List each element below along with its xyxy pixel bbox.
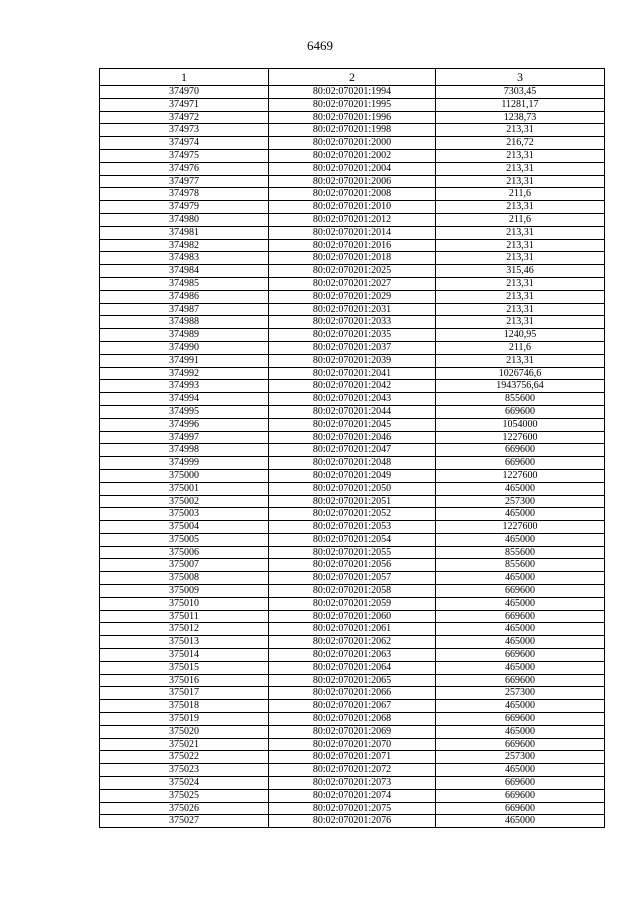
value-cell: 213,31 <box>436 149 605 162</box>
record-number-cell: 374991 <box>100 354 269 367</box>
cadastral-number-cell: 80:02:070201:2010 <box>269 201 436 214</box>
table-row <box>100 495 605 508</box>
value-cell: 669600 <box>436 674 605 687</box>
record-number-cell: 375012 <box>100 623 269 636</box>
cadastral-number-cell: 80:02:070201:2058 <box>269 585 436 598</box>
cadastral-number-cell: 80:02:070201:2065 <box>269 674 436 687</box>
table-row <box>100 700 605 713</box>
value-cell: 465000 <box>436 725 605 738</box>
table-row <box>100 559 605 572</box>
value-cell: 213,31 <box>436 201 605 214</box>
table-row <box>100 213 605 226</box>
column-header-2: 2 <box>269 69 436 86</box>
value-cell: 213,31 <box>436 239 605 252</box>
table-row <box>100 86 605 99</box>
table-row <box>100 290 605 303</box>
table-row <box>100 585 605 598</box>
cadastral-number-cell: 80:02:070201:2076 <box>269 815 436 828</box>
value-cell: 213,31 <box>436 316 605 329</box>
record-number-cell: 375000 <box>100 469 269 482</box>
cadastral-number-cell: 80:02:070201:2042 <box>269 380 436 393</box>
cadastral-number-cell: 80:02:070201:2069 <box>269 725 436 738</box>
record-number-cell: 374986 <box>100 290 269 303</box>
record-number-cell: 374978 <box>100 188 269 201</box>
record-number-cell: 374997 <box>100 431 269 444</box>
cadastral-number-cell: 80:02:070201:2064 <box>269 661 436 674</box>
record-number-cell: 375020 <box>100 725 269 738</box>
value-cell: 1026746,6 <box>436 367 605 380</box>
value-cell: 213,31 <box>436 252 605 265</box>
record-number-cell: 374998 <box>100 444 269 457</box>
cadastral-number-cell: 80:02:070201:2047 <box>269 444 436 457</box>
table-row <box>100 303 605 316</box>
table-row <box>100 623 605 636</box>
cadastral-number-cell: 80:02:070201:2039 <box>269 354 436 367</box>
value-cell: 855600 <box>436 546 605 559</box>
table-row <box>100 572 605 585</box>
cadastral-number-cell: 80:02:070201:2025 <box>269 265 436 278</box>
record-number-cell: 374984 <box>100 265 269 278</box>
table-row <box>100 175 605 188</box>
cadastral-number-cell: 80:02:070201:2056 <box>269 559 436 572</box>
cadastral-number-cell: 80:02:070201:2061 <box>269 623 436 636</box>
value-cell: 465000 <box>436 661 605 674</box>
table-row <box>100 431 605 444</box>
record-number-cell: 375004 <box>100 521 269 534</box>
cadastral-number-cell: 80:02:070201:2060 <box>269 610 436 623</box>
record-number-cell: 375022 <box>100 751 269 764</box>
record-number-cell: 375006 <box>100 546 269 559</box>
cadastral-number-cell: 80:02:070201:2059 <box>269 597 436 610</box>
table-row <box>100 277 605 290</box>
table-row <box>100 469 605 482</box>
value-cell: 213,31 <box>436 354 605 367</box>
cadastral-number-cell: 80:02:070201:2062 <box>269 636 436 649</box>
record-number-cell: 375010 <box>100 597 269 610</box>
record-number-cell: 375013 <box>100 636 269 649</box>
cadastral-number-cell: 80:02:070201:2054 <box>269 533 436 546</box>
cadastral-number-cell: 80:02:070201:2002 <box>269 149 436 162</box>
value-cell: 465000 <box>436 623 605 636</box>
value-cell: 669600 <box>436 713 605 726</box>
cadastral-number-cell: 80:02:070201:2075 <box>269 802 436 815</box>
value-cell: 1240,95 <box>436 329 605 342</box>
cadastral-number-cell: 80:02:070201:2051 <box>269 495 436 508</box>
value-cell: 7303,45 <box>436 86 605 99</box>
record-number-cell: 374989 <box>100 329 269 342</box>
table-row <box>100 111 605 124</box>
cadastral-number-cell: 80:02:070201:2072 <box>269 764 436 777</box>
table-row <box>100 546 605 559</box>
table-row <box>100 201 605 214</box>
value-cell: 1227600 <box>436 521 605 534</box>
value-cell: 213,31 <box>436 162 605 175</box>
cadastral-number-cell: 80:02:070201:2008 <box>269 188 436 201</box>
cadastral-number-cell: 80:02:070201:2027 <box>269 277 436 290</box>
table-row <box>100 98 605 111</box>
value-cell: 855600 <box>436 393 605 406</box>
value-cell: 465000 <box>436 482 605 495</box>
value-cell: 669600 <box>436 649 605 662</box>
value-cell: 669600 <box>436 789 605 802</box>
record-number-cell: 374977 <box>100 175 269 188</box>
table-row <box>100 252 605 265</box>
value-cell: 213,31 <box>436 124 605 137</box>
value-cell: 216,72 <box>436 137 605 150</box>
data-table <box>99 68 605 828</box>
table-row <box>100 649 605 662</box>
table-row <box>100 405 605 418</box>
value-cell: 257300 <box>436 687 605 700</box>
cadastral-number-cell: 80:02:070201:2004 <box>269 162 436 175</box>
table-row <box>100 777 605 790</box>
record-number-cell: 374996 <box>100 418 269 431</box>
cadastral-number-cell: 80:02:070201:2068 <box>269 713 436 726</box>
record-number-cell: 375003 <box>100 508 269 521</box>
table-row <box>100 393 605 406</box>
value-cell: 1054000 <box>436 418 605 431</box>
record-number-cell: 374993 <box>100 380 269 393</box>
table-row <box>100 341 605 354</box>
table-row <box>100 687 605 700</box>
record-number-cell: 375021 <box>100 738 269 751</box>
table-row <box>100 764 605 777</box>
record-number-cell: 375009 <box>100 585 269 598</box>
table-row <box>100 636 605 649</box>
value-cell: 669600 <box>436 610 605 623</box>
value-cell: 465000 <box>436 597 605 610</box>
table-row <box>100 444 605 457</box>
cadastral-number-cell: 80:02:070201:2066 <box>269 687 436 700</box>
table-row <box>100 457 605 470</box>
table-row <box>100 674 605 687</box>
record-number-cell: 374985 <box>100 277 269 290</box>
value-cell: 465000 <box>436 815 605 828</box>
table-row <box>100 354 605 367</box>
table-row <box>100 124 605 137</box>
record-number-cell: 374982 <box>100 239 269 252</box>
value-cell: 315,46 <box>436 265 605 278</box>
record-number-cell: 374975 <box>100 149 269 162</box>
table-row <box>100 265 605 278</box>
cadastral-number-cell: 80:02:070201:2052 <box>269 508 436 521</box>
cadastral-number-cell: 80:02:070201:2050 <box>269 482 436 495</box>
record-number-cell: 374976 <box>100 162 269 175</box>
cadastral-number-cell: 80:02:070201:2067 <box>269 700 436 713</box>
value-cell: 211,6 <box>436 213 605 226</box>
value-cell: 1227600 <box>436 469 605 482</box>
table-row <box>100 610 605 623</box>
value-cell: 465000 <box>436 764 605 777</box>
cadastral-number-cell: 80:02:070201:2018 <box>269 252 436 265</box>
record-number-cell: 375017 <box>100 687 269 700</box>
table-body <box>100 86 605 828</box>
cadastral-number-cell: 80:02:070201:2012 <box>269 213 436 226</box>
record-number-cell: 375016 <box>100 674 269 687</box>
value-cell: 465000 <box>436 572 605 585</box>
cadastral-number-cell: 80:02:070201:2029 <box>269 290 436 303</box>
table-row <box>100 751 605 764</box>
record-number-cell: 374995 <box>100 405 269 418</box>
value-cell: 213,31 <box>436 290 605 303</box>
table-row <box>100 815 605 828</box>
record-number-cell: 375001 <box>100 482 269 495</box>
record-number-cell: 375024 <box>100 777 269 790</box>
record-number-cell: 374988 <box>100 316 269 329</box>
cadastral-number-cell: 80:02:070201:2043 <box>269 393 436 406</box>
value-cell: 213,31 <box>436 303 605 316</box>
value-cell: 669600 <box>436 802 605 815</box>
value-cell: 465000 <box>436 700 605 713</box>
cadastral-number-cell: 80:02:070201:1995 <box>269 98 436 111</box>
cadastral-number-cell: 80:02:070201:2031 <box>269 303 436 316</box>
cadastral-number-cell: 80:02:070201:2016 <box>269 239 436 252</box>
table-row <box>100 367 605 380</box>
record-number-cell: 374970 <box>100 86 269 99</box>
table-row <box>100 725 605 738</box>
cadastral-number-cell: 80:02:070201:2035 <box>269 329 436 342</box>
cadastral-number-cell: 80:02:070201:2048 <box>269 457 436 470</box>
record-number-cell: 375019 <box>100 713 269 726</box>
value-cell: 669600 <box>436 585 605 598</box>
record-number-cell: 374980 <box>100 213 269 226</box>
table-row <box>100 188 605 201</box>
record-number-cell: 374974 <box>100 137 269 150</box>
record-number-cell: 375014 <box>100 649 269 662</box>
table-row <box>100 149 605 162</box>
record-number-cell: 375008 <box>100 572 269 585</box>
cadastral-number-cell: 80:02:070201:2070 <box>269 738 436 751</box>
cadastral-number-cell: 80:02:070201:2045 <box>269 418 436 431</box>
cadastral-number-cell: 80:02:070201:2014 <box>269 226 436 239</box>
record-number-cell: 374979 <box>100 201 269 214</box>
value-cell: 669600 <box>436 777 605 790</box>
value-cell: 11281,17 <box>436 98 605 111</box>
record-number-cell: 374971 <box>100 98 269 111</box>
table-row <box>100 226 605 239</box>
value-cell: 669600 <box>436 457 605 470</box>
cadastral-number-cell: 80:02:070201:2037 <box>269 341 436 354</box>
cadastral-number-cell: 80:02:070201:2006 <box>269 175 436 188</box>
record-number-cell: 375015 <box>100 661 269 674</box>
record-number-cell: 374987 <box>100 303 269 316</box>
value-cell: 1227600 <box>436 431 605 444</box>
table-row <box>100 597 605 610</box>
table-row <box>100 137 605 150</box>
value-cell: 1238,73 <box>436 111 605 124</box>
table-row <box>100 802 605 815</box>
value-cell: 1943756,64 <box>436 380 605 393</box>
cadastral-number-cell: 80:02:070201:2044 <box>269 405 436 418</box>
table-row <box>100 521 605 534</box>
value-cell: 855600 <box>436 559 605 572</box>
cadastral-number-cell: 80:02:070201:1994 <box>269 86 436 99</box>
record-number-cell: 375011 <box>100 610 269 623</box>
column-header-1: 1 <box>100 69 269 86</box>
cadastral-number-cell: 80:02:070201:1996 <box>269 111 436 124</box>
cadastral-number-cell: 80:02:070201:2063 <box>269 649 436 662</box>
record-number-cell: 375027 <box>100 815 269 828</box>
table-row <box>100 713 605 726</box>
cadastral-number-cell: 80:02:070201:2041 <box>269 367 436 380</box>
record-number-cell: 374999 <box>100 457 269 470</box>
cadastral-number-cell: 80:02:070201:2057 <box>269 572 436 585</box>
value-cell: 669600 <box>436 444 605 457</box>
value-cell: 213,31 <box>436 175 605 188</box>
value-cell: 669600 <box>436 405 605 418</box>
column-header-3: 3 <box>436 69 605 86</box>
table-row <box>100 738 605 751</box>
cadastral-number-cell: 80:02:070201:2073 <box>269 777 436 790</box>
table-row <box>100 482 605 495</box>
page-number: 6469 <box>307 38 333 53</box>
record-number-cell: 374972 <box>100 111 269 124</box>
value-cell: 465000 <box>436 533 605 546</box>
record-number-cell: 375025 <box>100 789 269 802</box>
cadastral-number-cell: 80:02:070201:2049 <box>269 469 436 482</box>
record-number-cell: 374973 <box>100 124 269 137</box>
record-number-cell: 374994 <box>100 393 269 406</box>
value-cell: 211,6 <box>436 341 605 354</box>
value-cell: 211,6 <box>436 188 605 201</box>
cadastral-number-cell: 80:02:070201:2046 <box>269 431 436 444</box>
header-row <box>100 69 605 86</box>
record-number-cell: 374983 <box>100 252 269 265</box>
cadastral-number-cell: 80:02:070201:2053 <box>269 521 436 534</box>
record-number-cell: 375005 <box>100 533 269 546</box>
table-row <box>100 661 605 674</box>
table-row <box>100 329 605 342</box>
value-cell: 213,31 <box>436 277 605 290</box>
record-number-cell: 375002 <box>100 495 269 508</box>
record-number-cell: 375018 <box>100 700 269 713</box>
table-row <box>100 162 605 175</box>
table-row <box>100 239 605 252</box>
value-cell: 669600 <box>436 738 605 751</box>
table-row <box>100 789 605 802</box>
cadastral-number-cell: 80:02:070201:2071 <box>269 751 436 764</box>
record-number-cell: 374981 <box>100 226 269 239</box>
table-row <box>100 508 605 521</box>
value-cell: 465000 <box>436 508 605 521</box>
table-row <box>100 316 605 329</box>
table-row <box>100 380 605 393</box>
table-row <box>100 533 605 546</box>
record-number-cell: 375026 <box>100 802 269 815</box>
value-cell: 257300 <box>436 495 605 508</box>
cadastral-number-cell: 80:02:070201:2000 <box>269 137 436 150</box>
value-cell: 213,31 <box>436 226 605 239</box>
record-number-cell: 374992 <box>100 367 269 380</box>
cadastral-number-cell: 80:02:070201:2055 <box>269 546 436 559</box>
table-row <box>100 418 605 431</box>
cadastral-number-cell: 80:02:070201:2074 <box>269 789 436 802</box>
value-cell: 465000 <box>436 636 605 649</box>
table-header <box>100 69 605 86</box>
record-number-cell: 375007 <box>100 559 269 572</box>
cadastral-number-cell: 80:02:070201:1998 <box>269 124 436 137</box>
record-number-cell: 375023 <box>100 764 269 777</box>
value-cell: 257300 <box>436 751 605 764</box>
record-number-cell: 374990 <box>100 341 269 354</box>
cadastral-number-cell: 80:02:070201:2033 <box>269 316 436 329</box>
